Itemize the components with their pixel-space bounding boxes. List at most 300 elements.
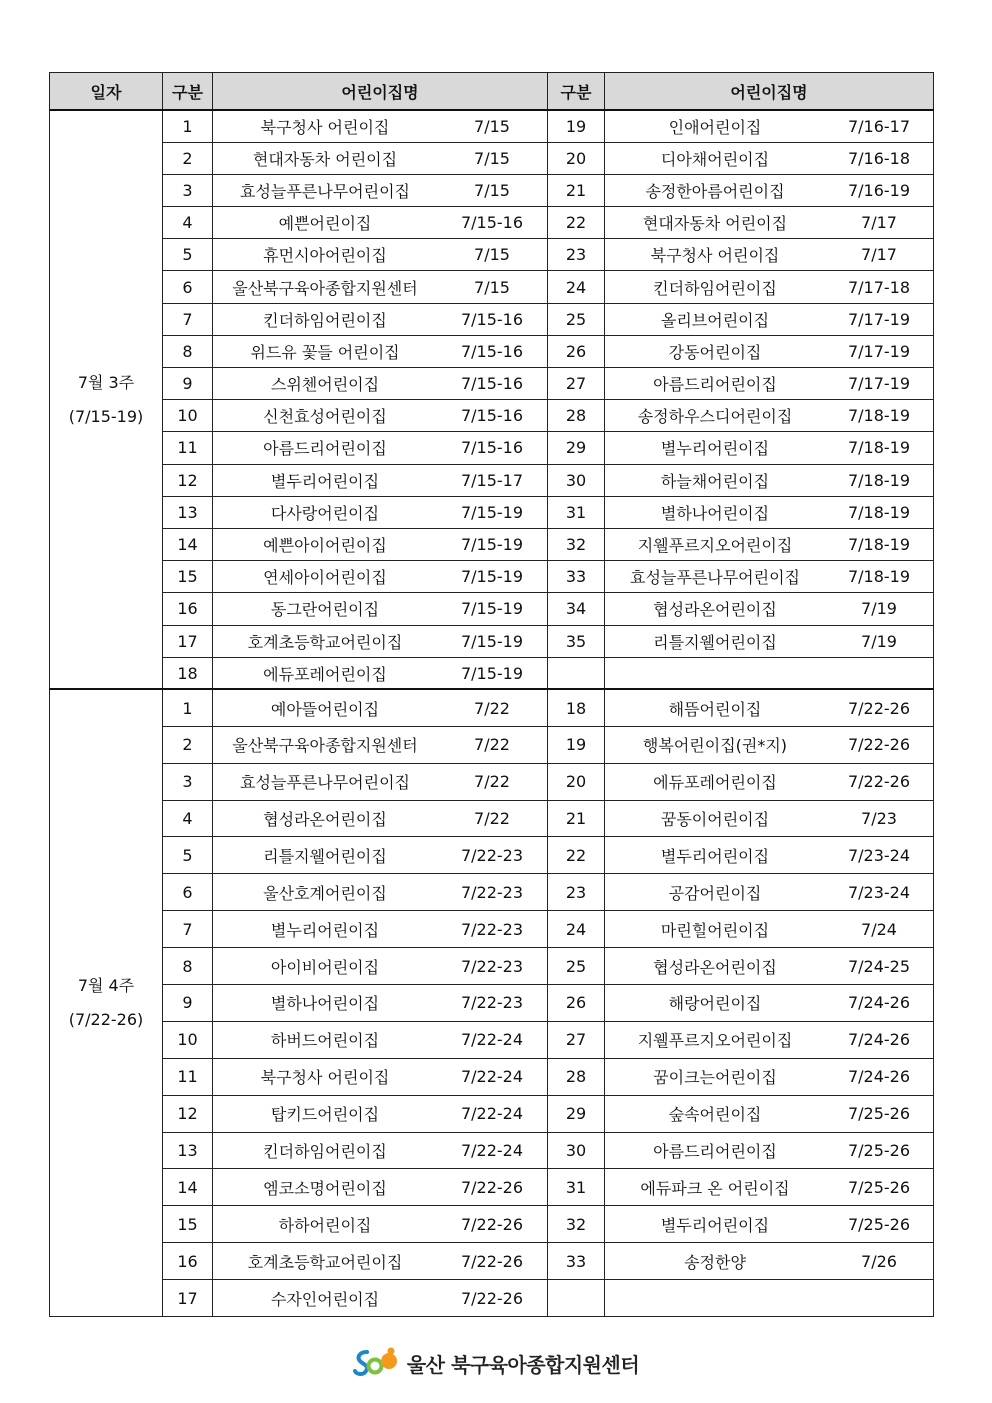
center-cell-2 [605,368,934,400]
row-number-2: 24 [548,911,605,948]
center-cell-2 [605,1169,934,1206]
center-cell-2 [605,1243,934,1280]
center-name: 수자인어린이집 [270,1289,380,1309]
center-cell-2 [605,1095,934,1132]
center-cell [213,239,548,271]
center-name: 아이비어린이집 [270,957,380,977]
center-name: 에듀포레어린이집 [263,664,387,684]
center-cell [213,1243,548,1280]
visit-date-2: 7/22-26 [847,772,911,792]
row-number: 3 [163,763,213,800]
center-name: 탑키드어린이집 [270,1105,380,1125]
center-name-2: 아름드리어린이집 [653,1142,777,1161]
visit-date-2: 7/24-26 [847,993,911,1013]
center-name-2: 송정한아름어린이집 [645,181,785,201]
center-cell-2 [605,142,934,174]
visit-date-2: 7/17-19 [847,341,911,361]
row-number: 7 [163,911,213,948]
row-number-2: 32 [548,528,605,560]
row-number: 16 [163,1243,213,1280]
visit-date: 7/22 [474,772,510,792]
footer [0,1345,992,1381]
row-number-2 [548,1280,605,1317]
center-cell-2 [605,496,934,528]
row-number-2: 20 [548,142,605,174]
visit-date-2: 7/18-19 [847,406,911,426]
visit-date: 7/22 [474,735,510,755]
row-number: 18 [163,657,213,689]
visit-date-2: 7/26 [861,1251,897,1271]
center-cell [213,335,548,367]
row-number: 16 [163,593,213,625]
visit-date: 7/22-26 [460,1288,524,1308]
visit-date-2: 7/17-19 [847,374,911,394]
center-name-2: 행복어린이집(권*지) [642,736,788,756]
center-name: 울산북구육아종합지원센터 [232,736,418,756]
header-name-2: 어린이집명 [605,73,934,111]
center-name: 울산북구육아종합지원센터 [232,278,418,298]
week-3-group [50,110,934,689]
visit-date-2: 7/18-19 [847,470,911,490]
row-number-2: 22 [548,207,605,239]
center-cell-2 [605,174,934,206]
row-number-2: 29 [548,432,605,464]
center-name: 북구청사 어린이집 [260,1068,390,1088]
center-cell [213,528,548,560]
row-number: 10 [163,1021,213,1058]
center-cell [213,174,548,206]
center-name: 호계초등학교어린이집 [247,1252,403,1272]
center-cell-2 [605,763,934,800]
row-number: 14 [163,528,213,560]
table-row [50,837,934,874]
row-number-2: 21 [548,800,605,837]
center-cell-2 [605,625,934,657]
week-label [50,689,163,1316]
center-cell-2 [605,1206,934,1243]
row-number: 11 [163,432,213,464]
row-number: 5 [163,837,213,874]
center-name-2: 리틀지웰어린이집 [653,632,777,652]
row-number-2 [548,657,605,689]
center-name: 스위첸어린이집 [270,375,380,395]
center-name: 울산호계어린이집 [263,883,387,903]
center-name: 킨더하임어린이집 [263,1142,387,1161]
center-name-2: 마린힐어린이집 [660,920,770,940]
center-name-2: 하늘채어린이집 [660,471,770,491]
visit-date: 7/22-23 [460,845,524,865]
visit-date: 7/22-23 [460,919,524,939]
week-label-line1: 7월 3주 [77,372,135,392]
header-date: 일자 [50,73,163,111]
center-name: 별하나어린이집 [270,994,380,1014]
visit-date-2: 7/16-17 [847,116,911,136]
center-cell [213,271,548,303]
center-name-2: 아름드리어린이집 [653,375,777,395]
center-name-2: 인애어린이집 [668,117,762,137]
visit-date-2: 7/17 [861,213,897,233]
table-row [50,1095,934,1132]
table-row [50,1280,934,1317]
center-cell [213,911,548,948]
center-name: 효성늘푸른나무어린이집 [239,773,411,793]
center-name: 연세아이어린이집 [263,568,387,588]
center-name-2: 킨더하임어린이집 [653,278,777,298]
visit-date: 7/15-19 [460,535,524,555]
table-row [50,303,934,335]
table-row [50,1206,934,1243]
row-number: 13 [163,1132,213,1169]
center-name: 효성늘푸른나무어린이집 [239,181,411,201]
center-name: 현대자동차 어린이집 [252,149,398,169]
table-row [50,207,934,239]
visit-date-2: 7/24-26 [847,1067,911,1087]
visit-date: 7/22-23 [460,956,524,976]
center-cell [213,142,548,174]
visit-date-2: 7/17-18 [847,277,911,297]
center-cell [213,561,548,593]
center-cell [213,400,548,432]
row-number-2: 25 [548,303,605,335]
center-name-2: 별누리어린이집 [660,439,770,459]
center-cell-2 [605,689,934,726]
center-name: 북구청사 어린이집 [260,117,390,137]
center-cell [213,800,548,837]
table-row [50,368,934,400]
visit-date-2: 7/17 [861,245,897,265]
row-number-2: 24 [548,271,605,303]
header-row [50,73,934,111]
table-row [50,400,934,432]
row-number: 12 [163,1095,213,1132]
visit-date: 7/15 [474,245,510,265]
center-cell-2 [605,657,934,689]
row-number: 4 [163,800,213,837]
center-name: 예쁜아이어린이집 [263,536,387,556]
visit-date: 7/15-19 [460,631,524,651]
row-number: 13 [163,496,213,528]
center-name: 엠코소명어린이집 [263,1178,387,1198]
center-cell [213,763,548,800]
table-row [50,1058,934,1095]
visit-date-2: 7/18-19 [847,535,911,555]
center-name: 위드유 꽃들 어린이집 [250,342,400,362]
row-number-2: 34 [548,593,605,625]
week-label-line2: (7/22-26) [68,1010,144,1030]
visit-date: 7/22 [474,808,510,828]
center-name-2: 별두리어린이집 [660,1215,770,1235]
footer-org-name: 울산 북구육아종합지원센터 [406,1352,640,1377]
row-number: 3 [163,174,213,206]
table-row [50,1132,934,1169]
center-name-2: 강동어린이집 [668,342,762,362]
center-cell-2 [605,432,934,464]
visit-date-2: 7/23 [861,808,897,828]
row-number-2: 29 [548,1095,605,1132]
center-name-2: 해뜸어린이집 [668,699,762,719]
row-number-2: 30 [548,464,605,496]
row-number-2: 19 [548,110,605,142]
row-number-2: 23 [548,239,605,271]
visit-date: 7/15-16 [460,438,524,458]
visit-date-2: 7/19 [861,631,897,651]
table-row [50,763,934,800]
center-cell [213,689,548,726]
center-name-2: 해랑어린이집 [668,994,762,1014]
visit-date-2: 7/19 [861,599,897,619]
center-cell-2 [605,1021,934,1058]
center-cell [213,110,548,142]
visit-date: 7/15-16 [460,213,524,233]
center-cell-2 [605,726,934,763]
center-name-2: 올리브어린이집 [660,310,770,330]
row-number-2: 35 [548,625,605,657]
center-cell-2 [605,800,934,837]
row-number: 2 [163,726,213,763]
row-number-2: 20 [548,763,605,800]
visit-date-2: 7/18-19 [847,567,911,587]
visit-date: 7/22-24 [460,1067,524,1087]
visit-date: 7/15-19 [460,663,524,683]
center-cell-2 [605,1132,934,1169]
visit-date-2: 7/23-24 [847,882,911,902]
week-label-line1: 7월 4주 [77,976,135,996]
row-number-2: 31 [548,1169,605,1206]
center-cell [213,432,548,464]
center-cell [213,496,548,528]
center-name: 예아뜰어린이집 [270,699,380,719]
center-name: 하하어린이집 [278,1215,372,1235]
visit-date: 7/15-19 [460,567,524,587]
table-row [50,625,934,657]
row-number: 17 [163,1280,213,1317]
visit-date-2: 7/18-19 [847,438,911,458]
center-cell [213,1132,548,1169]
visit-date: 7/15-19 [460,599,524,619]
center-cell-2 [605,1058,934,1095]
center-name-2: 협성라온어린이집 [653,957,777,977]
center-name: 킨더하임어린이집 [263,310,387,330]
table-row [50,1021,934,1058]
visit-date: 7/22-26 [460,1214,524,1234]
center-name: 별두리어린이집 [270,471,380,491]
row-number-2: 28 [548,400,605,432]
row-number-2: 28 [548,1058,605,1095]
row-number-2: 31 [548,496,605,528]
center-cell [213,464,548,496]
week-label-line2: (7/15-19) [68,406,144,426]
center-cell-2 [605,400,934,432]
center-cell-2 [605,110,934,142]
table-row [50,657,934,689]
center-cell [213,368,548,400]
row-number: 8 [163,948,213,985]
center-cell [213,207,548,239]
center-cell-2 [605,911,934,948]
visit-date-2: 7/25-26 [847,1214,911,1234]
center-cell-2 [605,985,934,1022]
row-number-2: 25 [548,948,605,985]
visit-date-2: 7/18-19 [847,502,911,522]
row-number-2: 22 [548,837,605,874]
table-row [50,1243,934,1280]
row-number-2: 33 [548,1243,605,1280]
row-number-2: 27 [548,368,605,400]
center-name: 리틀지웰어린이집 [263,846,387,866]
row-number: 1 [163,689,213,726]
visit-date: 7/22-26 [460,1177,524,1197]
header-name: 어린이집명 [213,73,548,111]
childcare-center-logo-icon [353,1346,401,1380]
table-row [50,239,934,271]
row-number: 14 [163,1169,213,1206]
table-row [50,464,934,496]
center-cell-2 [605,593,934,625]
center-name-2: 송정하우스디어린이집 [637,407,793,427]
center-cell [213,874,548,911]
table-row [50,271,934,303]
week-4-group [50,689,934,1316]
center-name: 동그란어린이집 [270,600,380,620]
center-name-2: 협성라온어린이집 [653,600,777,620]
visit-date-2: 7/16-18 [847,148,911,168]
center-cell-2 [605,837,934,874]
center-name-2: 지웰푸르지오어린이집 [637,536,793,556]
center-cell-2 [605,528,934,560]
row-number: 8 [163,335,213,367]
row-number: 9 [163,368,213,400]
center-cell-2 [605,303,934,335]
center-cell-2 [605,207,934,239]
center-name: 휴먼시아어린이집 [263,246,387,266]
header-no-2: 구분 [548,73,605,111]
row-number-2: 23 [548,874,605,911]
visit-date: 7/15-16 [460,406,524,426]
center-name-2: 숲속어린이집 [668,1105,762,1125]
table-row [50,110,934,142]
visit-date-2: 7/25-26 [847,1141,911,1160]
row-number-2: 26 [548,985,605,1022]
row-number: 15 [163,1206,213,1243]
table-row [50,335,934,367]
row-number-2: 19 [548,726,605,763]
header-no: 구분 [163,73,213,111]
visit-date: 7/22-26 [460,1251,524,1271]
row-number-2: 27 [548,1021,605,1058]
row-number: 2 [163,142,213,174]
table-row [50,874,934,911]
table-row [50,593,934,625]
center-cell-2 [605,1280,934,1317]
visit-date-2: 7/16-19 [847,180,911,200]
table-row [50,174,934,206]
visit-date-2: 7/23-24 [847,845,911,865]
center-name-2: 에듀포레어린이집 [653,773,777,793]
center-cell-2 [605,271,934,303]
visit-date: 7/15 [474,180,510,200]
table-row [50,561,934,593]
table-row [50,911,934,948]
center-cell [213,1021,548,1058]
center-name-2: 지웰푸르지오어린이집 [637,1031,793,1051]
center-cell [213,1280,548,1317]
table-row [50,726,934,763]
row-number: 10 [163,400,213,432]
center-cell [213,1169,548,1206]
center-name-2: 공감어린이집 [668,883,762,903]
row-number-2: 32 [548,1206,605,1243]
center-cell [213,593,548,625]
center-cell-2 [605,874,934,911]
visit-date-2: 7/22-26 [847,735,911,755]
row-number: 6 [163,271,213,303]
center-name: 협성라온어린이집 [263,809,387,829]
visit-date: 7/22-24 [460,1141,524,1160]
row-number-2: 33 [548,561,605,593]
center-name: 신천효성어린이집 [263,407,387,427]
table-row [50,948,934,985]
table-row [50,1169,934,1206]
visit-date-2: 7/24-25 [847,956,911,976]
row-number: 15 [163,561,213,593]
center-name-2: 효성늘푸른나무어린이집 [629,568,801,588]
center-name: 다사랑어린이집 [270,503,380,523]
center-name: 별누리어린이집 [270,920,380,940]
center-cell [213,837,548,874]
center-name-2: 디아채어린이집 [660,149,770,169]
visit-date: 7/22-23 [460,882,524,902]
table-row [50,432,934,464]
row-number: 11 [163,1058,213,1095]
center-name: 아름드리어린이집 [263,439,387,459]
center-name-2: 꿈동이어린이집 [660,809,770,829]
visit-date: 7/15 [474,148,510,168]
visit-date: 7/15-17 [460,470,524,490]
center-cell-2 [605,335,934,367]
center-name: 예쁜어린이집 [278,214,372,234]
center-cell [213,985,548,1022]
center-cell-2 [605,464,934,496]
schedule-table [49,72,934,1317]
visit-date-2: 7/25-26 [847,1104,911,1124]
table-row [50,689,934,726]
week-label [50,110,163,689]
row-number-2: 30 [548,1132,605,1169]
row-number: 17 [163,625,213,657]
visit-date: 7/15-19 [460,502,524,522]
visit-date: 7/15-16 [460,309,524,329]
row-number: 5 [163,239,213,271]
center-cell [213,657,548,689]
center-cell-2 [605,561,934,593]
center-name-2: 꿈이크는어린이집 [653,1068,777,1088]
center-cell [213,1206,548,1243]
row-number-2: 21 [548,174,605,206]
visit-date: 7/22-24 [460,1030,524,1050]
table-row [50,528,934,560]
visit-date: 7/22 [474,698,510,718]
visit-date: 7/22-23 [460,993,524,1013]
visit-date: 7/15-16 [460,341,524,361]
visit-date: 7/22-24 [460,1104,524,1124]
row-number: 12 [163,464,213,496]
center-name-2: 현대자동차 어린이집 [642,214,788,234]
table-row [50,800,934,837]
center-cell [213,726,548,763]
center-cell [213,948,548,985]
visit-date: 7/15 [474,277,510,297]
visit-date-2: 7/24 [861,919,897,939]
